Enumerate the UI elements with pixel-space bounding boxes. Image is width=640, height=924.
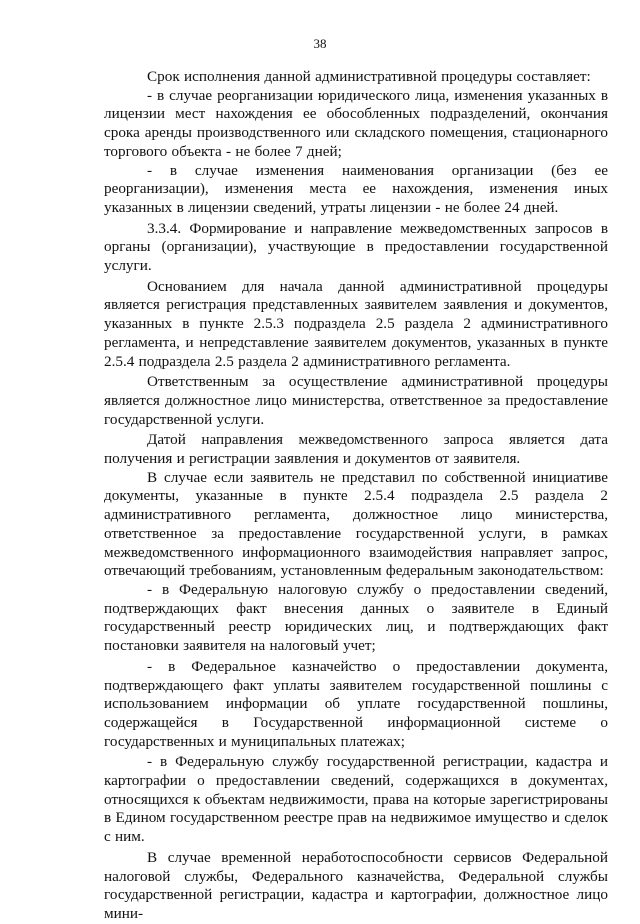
paragraph-tax-service: - в Федеральную налоговую службу о предоставлении сведений, подтверждающих факт внесения данных о заявителе в Единый государственный реестр юридических лиц, и подтверждающих факт постановки заявителя на налоговый учет;: [104, 580, 608, 655]
paragraph-request-date: Датой направления межведомственного запроса является дата получения и регистрации заявления и документов от заявителя.: [104, 431, 608, 468]
paragraph-deadline-intro: Срок исполнения данной административной процедуры составляет:: [147, 68, 591, 85]
paragraph-deadline-24-days: - в случае изменения наименования организации (без ее реорганизации), изменения места ее нахождения, изменения иных указанных в лицензии сведений, утраты лицензии - не более 24 дней.: [104, 161, 608, 216]
paragraph-grounds: Основанием для начала данной административной процедуры является регистрация представленных заявителем заявления и документов, указанных в пункте 2.5.3 подраздела 2.5 раздела 2 административного регламента, и непредставление заявителем документов, указанных в пункте 2.5.4 подраздела 2.5 раздела 2 административного регламента.: [104, 277, 608, 370]
paragraph-section-3-3-4: 3.3.4. Формирование и направление межведомственных запросов в органы (организации), участвующие в предоставлении государственной услуги.: [104, 219, 608, 275]
paragraph-treasury: - в Федеральное казначейство о предоставлении документа, подтверждающего факт уплаты заявителем государственной пошлины с использованием информации об уплате государственной пошлины, содержащейся в Государственной информационной системе о государственных и муниципальных платежах;: [104, 657, 608, 750]
paragraph-deadline-7-days: - в случае реорганизации юридического лица, изменения указанных в лицензии мест нахождения ее обособленных подразделений, окончания срока аренды производственного или складского помещения, стационарного торгового объекта - не более 7 дней;: [104, 86, 608, 160]
paragraph-request-conditions: В случае если заявитель не представил по собственной инициативе документы, указанные в пункте 2.5.4 подраздела 2.5 раздела 2 административного регламента, должностное лицо министерства, ответственное за предоставление государственной услуги, в рамках межведомственного информационного взаимодействия направляет запрос, отвечающий требованиям, установленным федеральным законодательством:: [104, 468, 608, 580]
document-body: [104, 68, 608, 924]
page-number: 38: [313, 36, 327, 51]
paragraph-responsible: Ответственным за осуществление административной процедуры является должностное лицо министерства, ответственное за предоставление государственной услуги.: [104, 373, 608, 428]
paragraph-registry-service: - в Федеральную службу государственной регистрации, кадастра и картографии о предоставлении сведений, содержащихся в документах, относящихся к объектам недвижимости, права на которые зарегистрированы в Едином государственном реестре прав на недвижимое имущество и сделок с ним.: [104, 753, 608, 846]
paragraph-service-outage: В случае временной неработоспособности сервисов Федеральной налоговой службы, Федерального казначейства, Федеральной службы государственной регистрации, кадастра и картографии, должностное лицо мини-: [104, 848, 608, 922]
